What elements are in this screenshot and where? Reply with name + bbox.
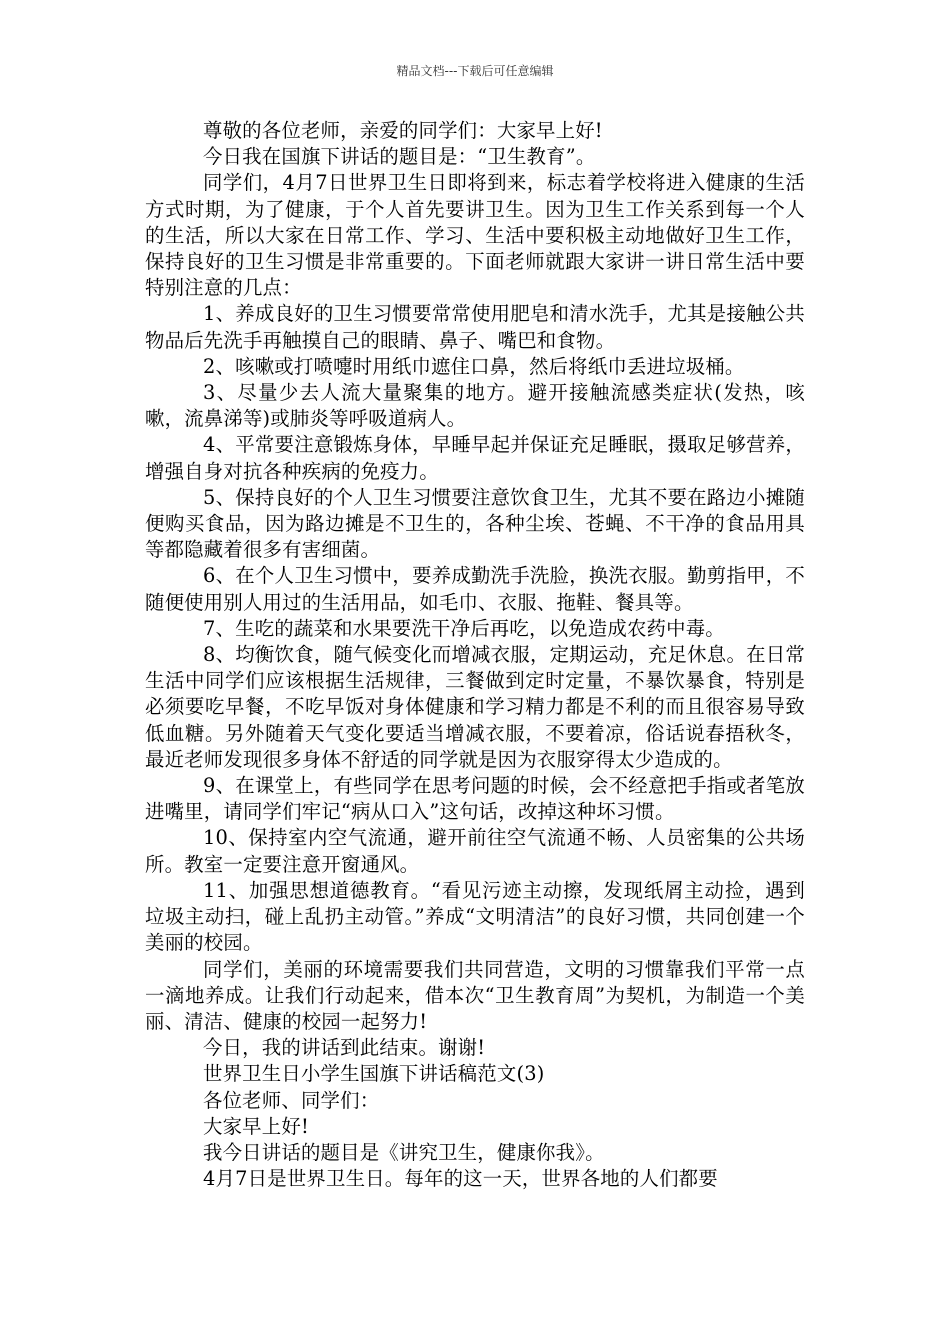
paragraph-morning-greeting: 大家早上好! bbox=[203, 1114, 309, 1138]
paragraph-conclusion: 同学们，美丽的环境需要我们共同营造，文明的习惯靠我们平常一点一滴地养成。让我们行动起来，借本次“卫生教育周”为契机，为制造一个美丽、清洁、健康的校园一起努力! bbox=[145, 957, 805, 1033]
paragraph-closing: 今日，我的讲话到此结束。谢谢! bbox=[203, 1036, 486, 1060]
paragraph-item-1: 1、养成良好的卫生习惯要常常使用肥皂和清水洗手，尤其是接触公共物品后先洗手再触摸自己的眼睛、鼻子、嘴巴和食物。 bbox=[145, 302, 805, 352]
section-title: 世界卫生日小学生国旗下讲话稿范文(3) bbox=[203, 1062, 545, 1086]
paragraph-item-10: 10、保持室内空气流通，避开前往空气流通不畅、人员密集的公共场所。教室一定要注意开窗通风。 bbox=[145, 826, 805, 876]
paragraph-item-2: 2、咳嗽或打喷嚏时用纸巾遮住口鼻，然后将纸巾丢进垃圾桶。 bbox=[203, 354, 745, 378]
paragraph-item-7: 7、生吃的蔬菜和水果要洗干净后再吃，以免造成农药中毒。 bbox=[203, 616, 725, 640]
paragraph-item-8: 8、均衡饮食，随气候变化而增减衣服，定期运动，充足休息。在日常生活中同学们应该根据生活规律，三餐做到定时定量，不暴饮暴食，特别是必须要吃早餐，不吃早饭对身体健康和学习精力都是不利的而且很容易导致低血糖。另外随着天气变化要适当增减衣服，不要着凉，俗话说春捂秋冬，最近老师发现很多身体不舒适的同学就是因为衣服穿得太少造成的。 bbox=[145, 643, 805, 771]
paragraph-world-health-day: 4月7日是世界卫生日。每年的这一天，世界各地的人们都要 bbox=[203, 1167, 718, 1191]
page-header: 精品文档---下载后可任意编辑 bbox=[396, 64, 554, 78]
paragraph-item-4: 4、平常要注意锻炼身体，早睡早起并保证充足睡眠，摄取足够营养，增强自身对抗各种疾病的免疫力。 bbox=[145, 433, 805, 483]
paragraph-greeting: 尊敬的各位老师，亲爱的同学们：大家早上好! bbox=[203, 119, 603, 142]
paragraph-item-5: 5、保持良好的个人卫生习惯要注意饮食卫生，尤其不要在路边小摊随便购买食品，因为路边摊是不卫生的，各种尘埃、苍蝇、不干净的食品用具等都隐藏着很多有害细菌。 bbox=[145, 485, 805, 562]
paragraph-item-9: 9、在课堂上，有些同学在思考问题的时候，会不经意把手指或者笔放进嘴里，请同学们牢记“病从口入”这句话，改掉这种坏习惯。 bbox=[145, 774, 805, 824]
paragraph-topic: 今日我在国旗下讲话的题目是：“卫生教育”。 bbox=[203, 145, 596, 169]
paragraph-item-11: 11、加强思想道德教育。“看见污迹主动擦，发现纸屑主动捡，遇到垃圾主动扫，碰上乱扔主动管。”养成“文明清洁”的良好习惯，共同创建一个美丽的校园。 bbox=[145, 878, 805, 955]
document-body bbox=[145, 118, 805, 1192]
paragraph-intro: 同学们，4月7日世界卫生日即将到来，标志着学校将进入健康的生活方式时期，为了健康，于个人首先要讲卫生。因为卫生工作关系到每一个人的生活，所以大家在日常工作、学习、生活中要积极主动地做好卫生工作，保持良好的卫生习惯是非常重要的。下面老师就跟大家讲一讲日常生活中要特别注意的几点： bbox=[145, 171, 805, 300]
paragraph-item-3: 3、尽量少去人流大量聚集的地方。避开接触流感类症状(发热，咳嗽，流鼻涕等)或肺炎等呼吸道病人。 bbox=[145, 381, 805, 431]
paragraph-item-6: 6、在个人卫生习惯中，要养成勤洗手洗脸，换洗衣服。勤剪指甲，不随便使用别人用过的生活用品，如毛巾、衣服、拖鞋、餐具等。 bbox=[145, 564, 805, 614]
paragraph-speech-topic: 我今日讲话的题目是《讲究卫生，健康你我》。 bbox=[203, 1140, 605, 1164]
paragraph-salutation: 各位老师、同学们： bbox=[203, 1088, 380, 1112]
